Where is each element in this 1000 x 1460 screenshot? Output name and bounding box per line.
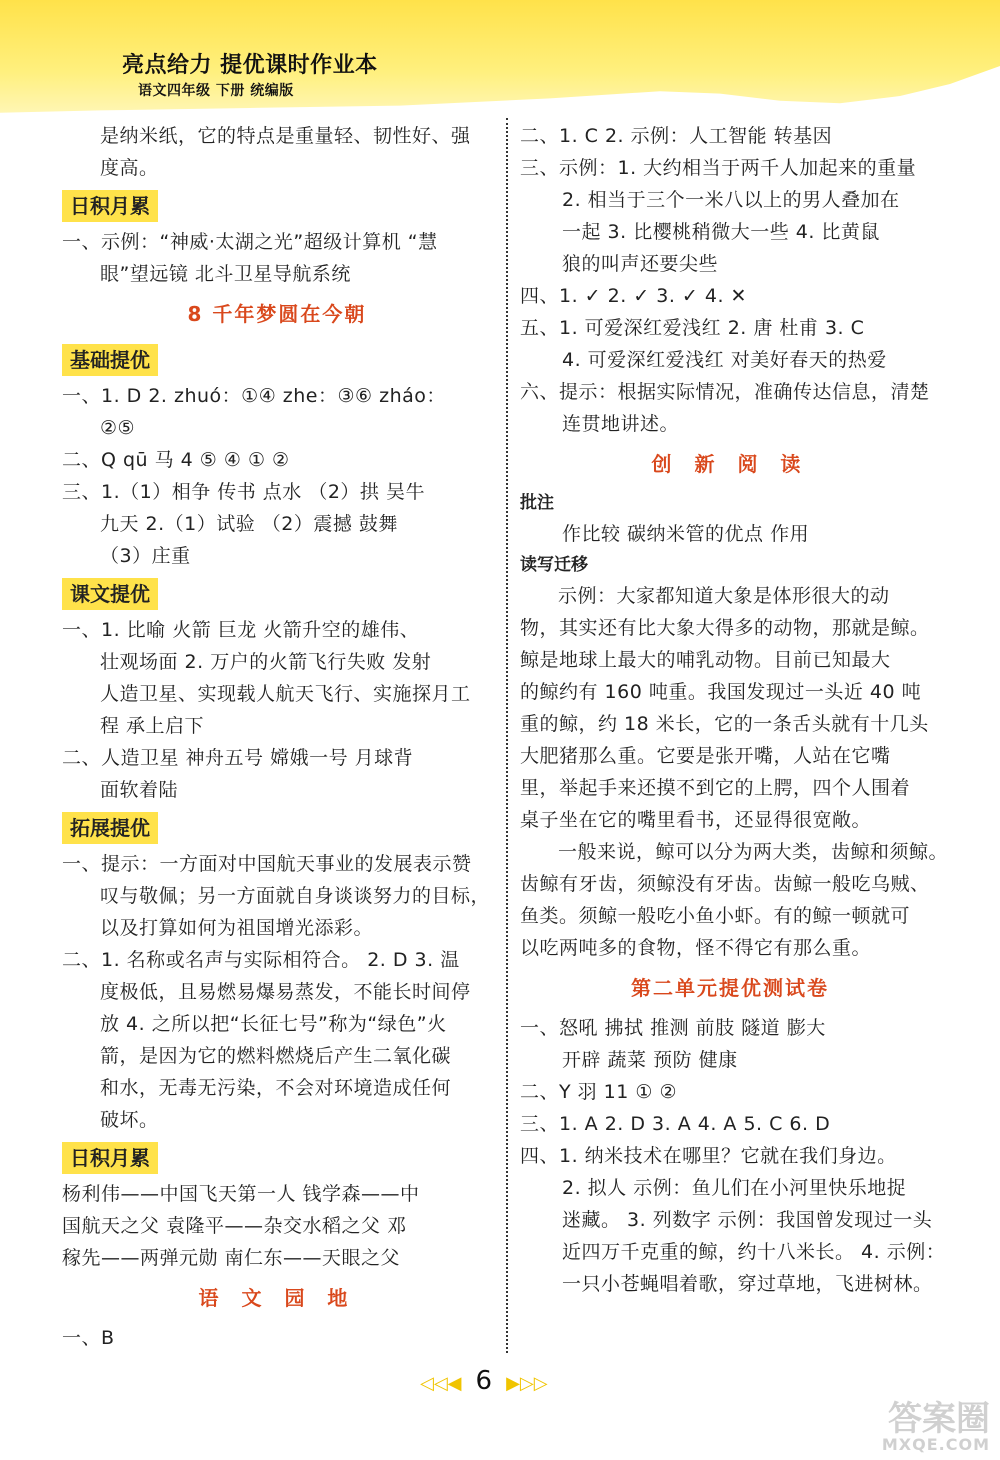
text-line: 是纳米纸，它的特点是重量轻、韧性好、强 [100, 125, 471, 147]
right-arrows-icon: ▶▷▷ [506, 1373, 548, 1394]
text-line: 人造卫星、实现载人航天飞行、实施探月工 [100, 683, 471, 705]
text-line: 箭，是因为它的燃料燃烧后产生二氧化碳 [100, 1045, 452, 1067]
section-tag-kewen: 课文提优 [62, 578, 158, 610]
text-line: 二、Q qū 马 4 ⑤ ④ ① ② [62, 449, 290, 471]
text-line: 的鲸约有 160 吨重。我国发现过一头近 40 吨 [520, 681, 922, 703]
text-line: 放 4. 之所以把“长征七号”称为“绿色”火 [100, 1013, 447, 1035]
text-line: 三、示例：1. 大约相当于两千人加起来的重量 [520, 157, 917, 179]
text-line: （3）庄重 [100, 545, 191, 567]
text-line: 二、Y 羽 11 ① ② [520, 1081, 678, 1103]
section-tag-jichu: 基础提优 [62, 344, 158, 376]
text-line: 五、1. 可爱深红爱浅红 2. 唐 杜甫 3. C [520, 317, 865, 339]
text-line: 国航天之父 袁隆平——杂交水稻之父 邓 [62, 1215, 407, 1237]
text-line: 开辟 蔬菜 预防 健康 [562, 1049, 738, 1071]
text-line: 迷藏。 3. 列数字 示例：我国曾发现过一头 [562, 1209, 933, 1231]
text-line: 2. 相当于三个一米八以上的男人叠加在 [562, 189, 900, 211]
text-line: 近四万千克重的鲸，约十八米长。 4. 示例： [562, 1241, 946, 1263]
text-line: 一、提示：一方面对中国航天事业的发展表示赞 [62, 853, 472, 875]
text-line: 程 承上启下 [100, 715, 205, 737]
book-subtitle: 语文四年级 下册 统编版 [138, 83, 294, 99]
pizhu-label: 批注 [520, 493, 554, 513]
text-line: 叹与敬佩；另一方面就自身谈谈努力的目标， [100, 885, 491, 907]
text-line: 眼”望远镜 北斗卫星导航系统 [100, 263, 351, 285]
text-line: 大肥猪那么重。它要是张开嘴，人站在它嘴 [520, 745, 891, 767]
text-line: 面软着陆 [100, 779, 179, 801]
yuwen-yuandi-title: 语 文 园 地 [198, 1286, 356, 1310]
text-line: 一起 3. 比樱桃稍微大一些 4. 比黄鼠 [562, 221, 880, 243]
text-line: 物，其实还有比大象大得多的动物，那就是鲸。 [520, 617, 930, 639]
text-line: 度高。 [100, 157, 159, 179]
text-line: 二、1. 名称或名声与实际相符合。 2. D 3. 温 [62, 949, 460, 971]
text-line: 连贯地讲述。 [562, 413, 680, 435]
page-number: 6 [475, 1366, 493, 1396]
column-divider [506, 118, 508, 1353]
chuangxin-title: 创 新 阅 读 [651, 452, 809, 476]
right-column [520, 120, 949, 1300]
text-line: 破坏。 [100, 1109, 159, 1131]
page-footer [420, 1366, 548, 1396]
text-line: 齿鲸有牙齿，须鲸没有牙齿。齿鲸一般吃乌贼、 [520, 873, 930, 895]
text-line: 六、提示：根据实际情况，准确传达信息，清楚 [520, 381, 930, 403]
text-line: 鲸是地球上最大的哺乳动物。目前已知最大 [520, 649, 891, 671]
text-line: 重的鲸，约 18 米长，它的一条舌头就有十几头 [520, 713, 929, 735]
text-line: 一、1. 比喻 火箭 巨龙 火箭升空的雄伟、 [62, 619, 420, 641]
left-column [62, 120, 492, 1354]
text-line: 鱼类。须鲸一般吃小鱼小虾。有的鲸一顿就可 [520, 905, 911, 927]
text-line: 桌子坐在它的嘴里看书，还显得很宽敞。 [520, 809, 872, 831]
text-line: 杨利伟——中国飞天第一人 钱学森——中 [62, 1183, 420, 1205]
text-line: 稼先——两弹元勋 南仁东——天眼之父 [62, 1247, 401, 1269]
text-line: 度极低，且易燃易爆易蒸发，不能长时间停 [100, 981, 471, 1003]
text-line: 一、怒吼 拂拭 推测 前肢 隧道 膨大 [520, 1017, 826, 1039]
text-line: 以吃两吨多的食物，怪不得它有那么重。 [520, 937, 872, 959]
text-line: 2. 拟人 示例：鱼儿们在小河里快乐地捉 [562, 1177, 907, 1199]
duxie-label: 读写迁移 [520, 555, 588, 575]
lesson-title: 8 千年梦圆在今朝 [187, 302, 367, 326]
text-line: 4. 可爱深红爱浅红 对美好春天的热爱 [562, 349, 887, 371]
section-tag-riji: 日积月累 [62, 1142, 158, 1174]
text-line: 示例：大家都知道大象是体形很大的动 [558, 585, 890, 607]
text-line: 一只小苍蝇唱着歌，穿过草地，飞进树林。 [562, 1273, 933, 1295]
text-line: 一般来说，鲸可以分为两大类，齿鲸和须鲸。 [558, 841, 949, 863]
text-line: 二、1. C 2. 示例：人工智能 转基因 [520, 125, 833, 147]
text-line: 三、1.（1）相争 传书 点水 （2）拱 吴牛 [62, 481, 425, 503]
watermark-url: MXQE.COM [881, 1435, 990, 1454]
text-line: 二、人造卫星 神舟五号 嫦娥一号 月球背 [62, 747, 414, 769]
text-line: 四、1. 纳米技术在哪里？它就在我们身边。 [520, 1145, 897, 1167]
text-line: 作比较 碳纳米管的优点 作用 [562, 523, 810, 545]
text-line: 里，举起手来还摸不到它的上腭，四个人围着 [520, 777, 911, 799]
section-tag-tuozhan: 拓展提优 [62, 812, 158, 844]
text-line: 一、B [62, 1327, 115, 1349]
section-tag-riji: 日积月累 [62, 190, 158, 222]
text-line: 九天 2.（1）试验 （2）震撼 鼓舞 [100, 513, 398, 535]
text-line: 以及打算如何为祖国增光添彩。 [100, 917, 374, 939]
watermark-logo [820, 1399, 990, 1454]
watermark-text: 答案圈 [888, 1399, 990, 1439]
book-title: 亮点给力 提优课时作业本 [122, 53, 378, 78]
text-line: 一、1. D 2. zhuó：①④ zhe：③⑥ zháo： [62, 385, 446, 407]
text-line: 和水，无毒无污染，不会对环境造成任何 [100, 1077, 452, 1099]
text-line: 三、1. A 2. D 3. A 4. A 5. C 6. D [520, 1113, 831, 1135]
text-line: ②⑤ [100, 417, 136, 439]
text-line: 狼的叫声还要尖些 [562, 253, 719, 275]
left-arrows-icon: ◁◁◀ [420, 1373, 462, 1394]
text-line: 一、示例：“神威·太湖之光”超级计算机 “慧 [62, 231, 438, 253]
test-paper-title: 第二单元提优测试卷 [631, 976, 829, 1000]
text-line: 壮观场面 2. 万户的火箭飞行失败 发射 [100, 651, 432, 673]
text-line: 四、1. ✓ 2. ✓ 3. ✓ 4. ✕ [520, 285, 747, 307]
